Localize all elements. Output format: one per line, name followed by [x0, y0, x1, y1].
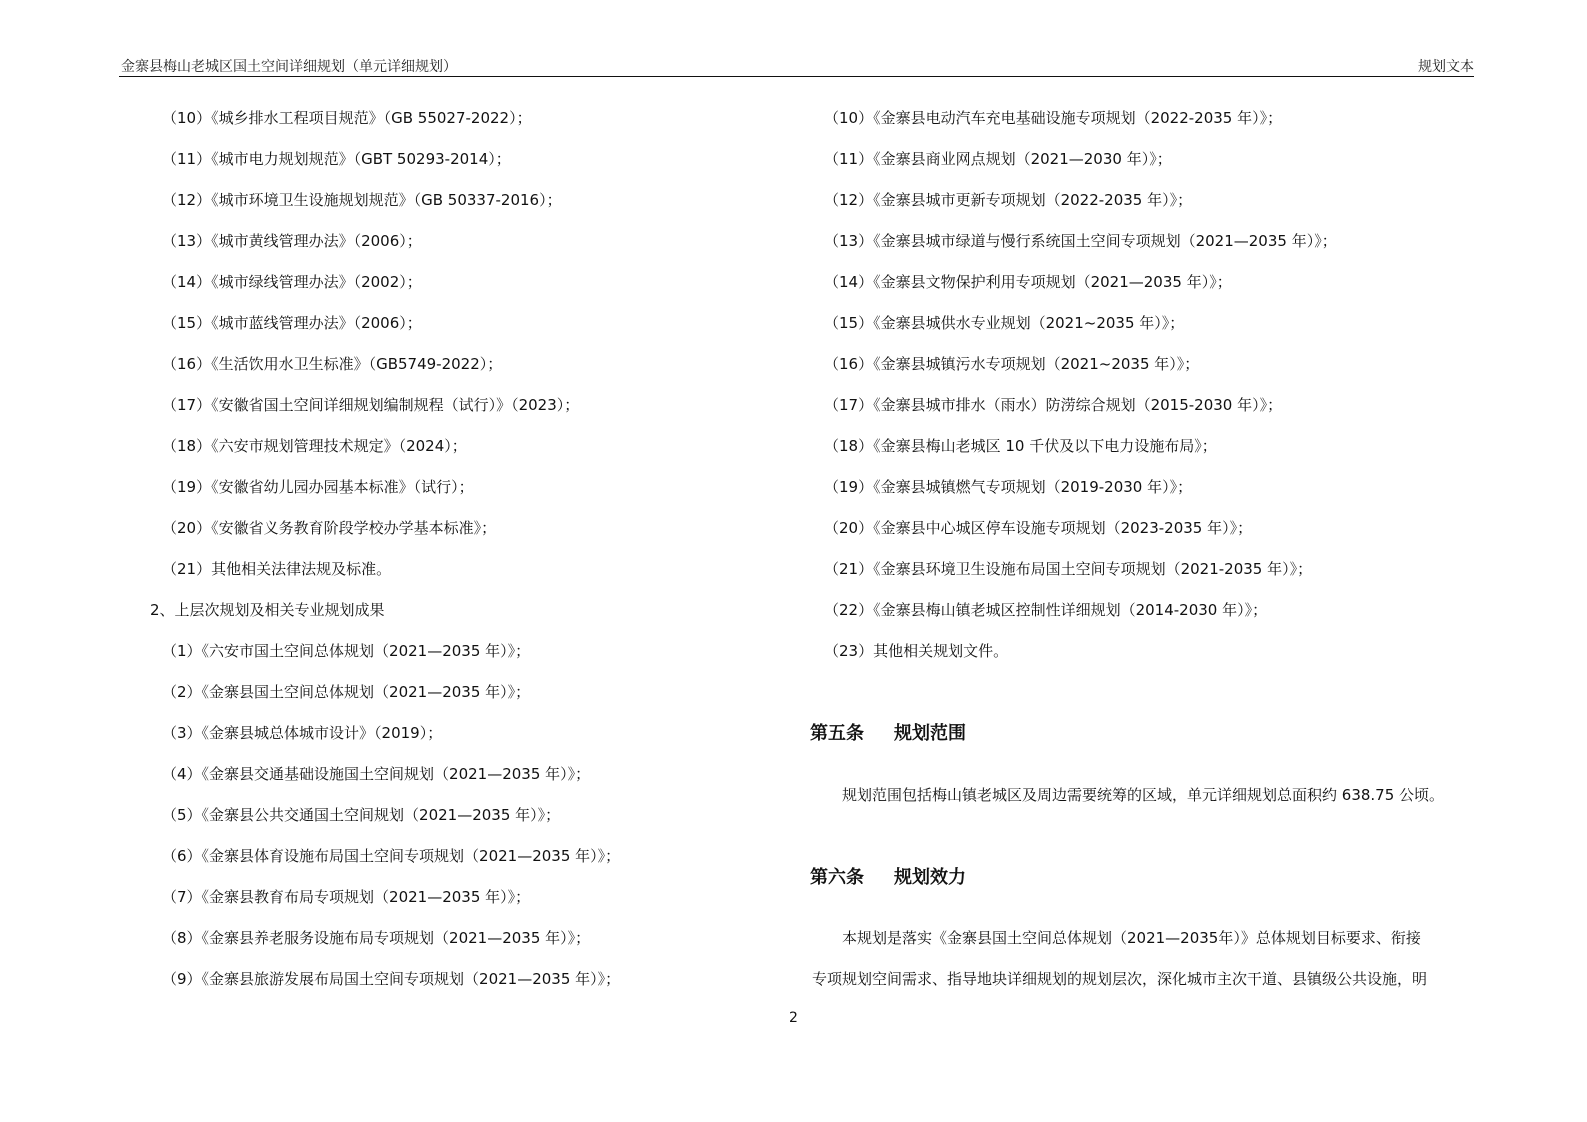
article-5-body: [812, 775, 1482, 816]
right-column: [812, 98, 1482, 672]
list-item: （20）《金寨县中心城区停车设施专项规划（2023-2035 年）》；: [824, 519, 1253, 537]
list-item: （12）《金寨县城市更新专项规划（2022-2035 年）》；: [824, 191, 1193, 209]
list-item: （19）《金寨县城镇燃气专项规划（2019-2030 年）》；: [824, 478, 1193, 496]
list-item: （17）《安徽省国土空间详细规划编制规程（试行）》（2023）；: [162, 396, 580, 414]
list-item: （11）《城市电力规划规范》（GBT 50293-2014）；: [162, 150, 511, 168]
list-item: （19）《安徽省幼儿园办园基本标准》（试行）；: [162, 478, 474, 496]
list-item: （23）其他相关规划文件。: [824, 642, 1009, 660]
list-item: （14）《金寨县文物保护利用专项规划（2021—2035 年）》；: [824, 273, 1232, 291]
list-item: （10）《城乡排水工程项目规范》（GB 55027-2022）；: [162, 109, 532, 127]
article-title: 规划效力: [894, 867, 966, 888]
article-number: 第六条: [810, 867, 864, 888]
list-item: （20）《安徽省义务教育阶段学校办学基本标准》；: [162, 519, 497, 537]
list-item: （13）《金寨县城市绿道与慢行系统国土空间专项规划（2021—2035 年）》；: [824, 232, 1337, 250]
header-divider: [119, 76, 1474, 77]
article-6-body: [812, 918, 1482, 1000]
list-item: （9）《金寨县旅游发展布局国土空间专项规划（2021—2035 年）》；: [162, 970, 621, 988]
list-item: （14）《城市绿线管理办法》（2002）；: [162, 273, 422, 291]
list-item: （16）《生活饮用水卫生标准》（GB5749-2022）；: [162, 355, 503, 373]
list-item: （7）《金寨县教育布局专项规划（2021—2035 年）》；: [162, 888, 531, 906]
section-heading: 2、上层次规划及相关专业规划成果: [150, 601, 385, 619]
article-number: 第五条: [810, 723, 864, 744]
document-type: 规划文本: [1418, 59, 1474, 75]
list-item: （22）《金寨县梅山镇老城区控制性详细规划（2014-2030 年）》；: [824, 601, 1268, 619]
list-item: （15）《金寨县城供水专业规划（2021~2035 年）》；: [824, 314, 1185, 332]
list-item: （13）《城市黄线管理办法》（2006）；: [162, 232, 422, 250]
list-item: （11）《金寨县商业网点规划（2021—2030 年）》；: [824, 150, 1172, 168]
article-title: 规划范围: [894, 723, 966, 744]
list-item: （5）《金寨县公共交通国土空间规划（2021—2035 年）》；: [162, 806, 561, 824]
document-title: 金寨县梅山老城区国土空间详细规划（单元详细规划）: [121, 59, 457, 75]
left-column: [150, 98, 790, 1000]
paragraph-line: 本规划是落实《金寨县国土空间总体规划（2021—2035年）》总体规划目标要求、衔接: [842, 929, 1421, 947]
list-item: （8）《金寨县养老服务设施布局专项规划（2021—2035 年）》；: [162, 929, 591, 947]
paragraph-text: 规划范围包括梅山镇老城区及周边需要统筹的区域，单元详细规划总面积约 638.75 公顷。: [842, 786, 1445, 804]
list-item: （10）《金寨县电动汽车充电基础设施专项规划（2022-2035 年）》；: [824, 109, 1283, 127]
page-number: 2: [789, 1010, 798, 1026]
list-item: （17）《金寨县城市排水（雨水）防涝综合规划（2015-2030 年）》；: [824, 396, 1283, 414]
list-item: （21）其他相关法律法规及标准。: [162, 560, 392, 578]
list-item: （18）《六安市规划管理技术规定》（2024）；: [162, 437, 467, 455]
list-item: （16）《金寨县城镇污水专项规划（2021~2035 年）》；: [824, 355, 1200, 373]
list-item: （4）《金寨县交通基础设施国土空间规划（2021—2035 年）》；: [162, 765, 591, 783]
list-item: （1）《六安市国土空间总体规划（2021—2035 年）》；: [162, 642, 531, 660]
article-5-heading: [810, 719, 966, 745]
list-item: （6）《金寨县体育设施布局国土空间专项规划（2021—2035 年）》；: [162, 847, 621, 865]
list-item: （18）《金寨县梅山老城区 10 千伏及以下电力设施布局》；: [824, 437, 1217, 455]
list-item: （12）《城市环境卫生设施规划规范》（GB 50337-2016）；: [162, 191, 562, 209]
paragraph-line: 专项规划空间需求、指导地块详细规划的规划层次，深化城市主次干道、县镇级公共设施，明: [812, 970, 1428, 988]
article-6-heading: [810, 863, 966, 889]
list-item: （15）《城市蓝线管理办法》（2006）；: [162, 314, 422, 332]
list-item: （2）《金寨县国土空间总体规划（2021—2035 年）》；: [162, 683, 531, 701]
list-item: （3）《金寨县城总体城市设计》（2019）；: [162, 724, 443, 742]
list-item: （21）《金寨县环境卫生设施布局国土空间专项规划（2021-2035 年）》；: [824, 560, 1313, 578]
